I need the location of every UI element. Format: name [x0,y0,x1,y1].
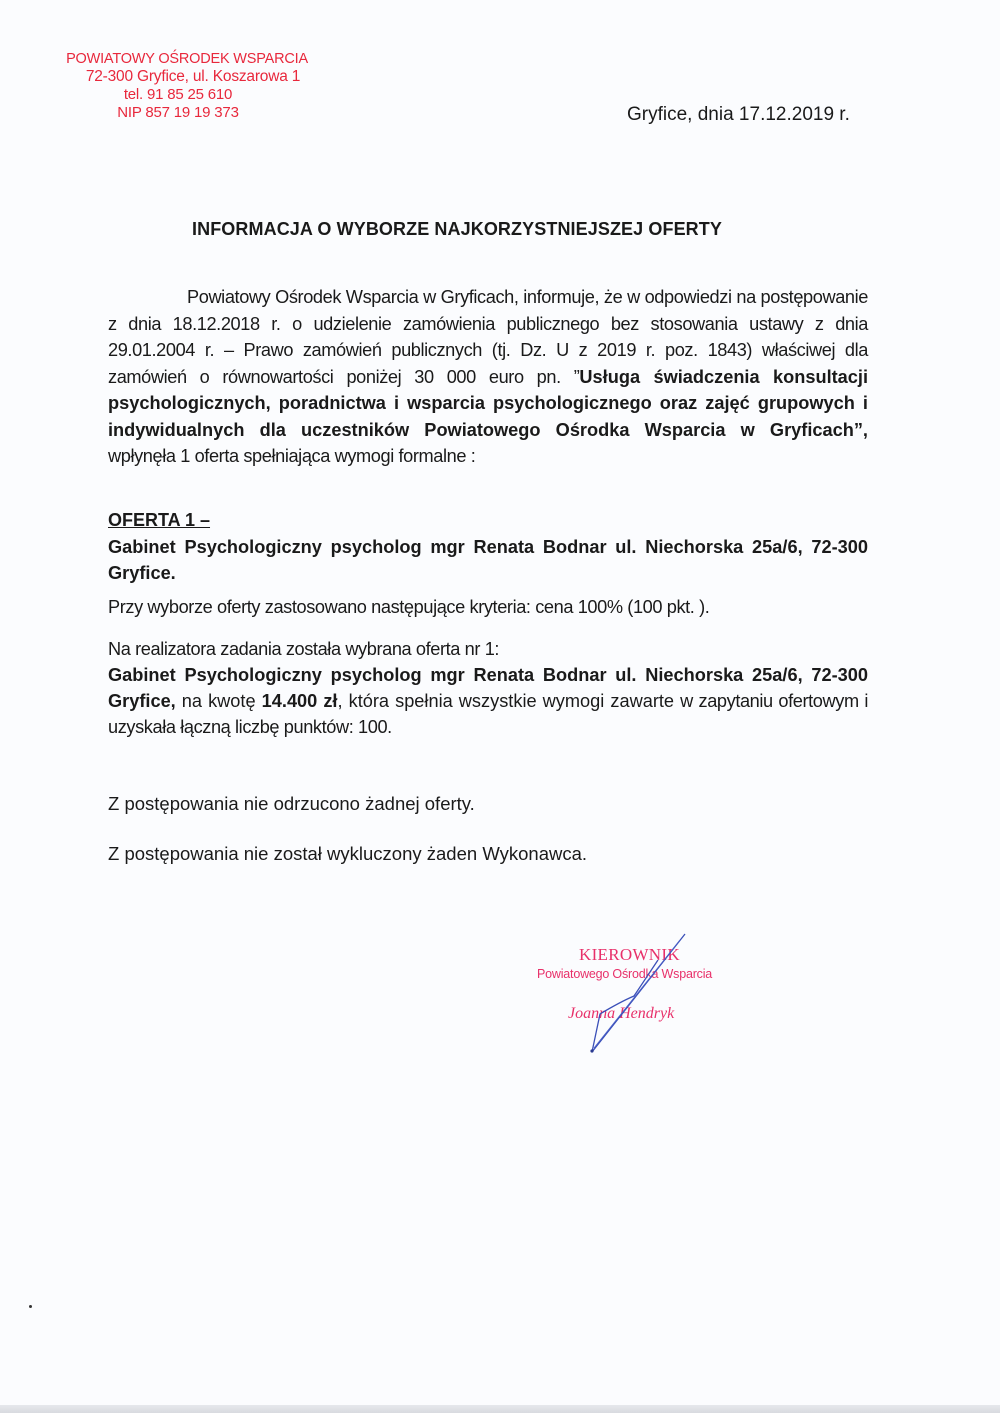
signature-stamp-organization: Powiatowego Ośrodka Wsparcia [537,967,713,981]
selected-contractor: Gabinet Psychologiczny psycholog mgr Renata Bodnar ul. Niechorska 25a/6, 72-300 Gryfice, [108,665,868,711]
institution-header-stamp [66,50,308,122]
scan-bottom-edge [0,1405,1000,1413]
scan-speck [29,1305,32,1308]
selected-offer-intro: Na realizatora zadania została wybrana oferta nr 1: [108,639,500,659]
service-name: Usługa świadczenia konsultacji psychologicznych, poradnictwa i wsparcia psychologicznego oraz zajęć grupowych i indywidualnych dla uczestników Powiatowego Ośrodka Wsparcia w Gryficach”, [108,366,869,440]
place-and-date: Gryfice, dnia 17.12.2019 r. [627,104,850,125]
selection-last-text: w zapytaniu ofertowym i uzyskała łączną liczbę punktów: 100. [108,691,868,737]
no-rejections-statement: Z postępowania nie odrzucono żadnej oferty. [108,793,475,814]
stamp-phone: tel. 91 85 25 610 [123,86,233,103]
offer-heading: OFERTA 1 – [108,510,211,530]
intro-paragraph [108,284,868,470]
offer-details: Gabinet Psychologiczny psycholog mgr Renata Bodnar ul. Niechorska 25a/6, 72-300 Gryfice. [108,537,868,583]
signature-stamp-name: Joanna Hendryk [568,1005,675,1022]
handwritten-signature-icon [570,930,700,1060]
stamp-institution-name: POWIATOWY OŚRODEK WSPARCIA [66,51,308,67]
intro-text: Powiatowy Ośrodek Wsparcia w Gryficach, informuje, że w odpowiedzi na postępowanie z dnia 18.12.2018 r. o udzielenie zamówienia publicznego bez stosowania ustawy z dnia 29.01.2004 r. – Prawo zamówień publicznych (tj. Dz. U z 2019 r. poz. 1843) właściwej dla zamówień o równowartości poniżej 30 000 euro pn. ” [108,287,868,387]
document-title: INFORMACJA O WYBORZE NAJKORZYSTNIEJSZEJ OFERTY [192,219,722,239]
signature-stamp-title: KIEROWNIK [579,945,680,964]
stamp-address: 72-300 Gryfice, ul. Koszarowa 1 [85,68,301,85]
no-exclusions-statement: Z postępowania nie został wykluczony żaden Wykonawca. [108,843,588,864]
selected-offer-paragraph [108,636,868,740]
stamp-tax-id: NIP 857 19 19 373 [117,104,239,121]
amount-prefix: na kwotę [175,691,262,711]
selection-middle-text: , która spełnia wszystkie wymogi zawarte [337,691,681,711]
intro-text-end: wpłynęła 1 oferta spełniająca wymogi formalne : [108,446,476,466]
selection-criteria: Przy wyborze oferty zastosowano następujące kryteria: cena 100% (100 pkt. ). [108,597,710,617]
offer-amount: 14.400 zł [261,691,338,711]
